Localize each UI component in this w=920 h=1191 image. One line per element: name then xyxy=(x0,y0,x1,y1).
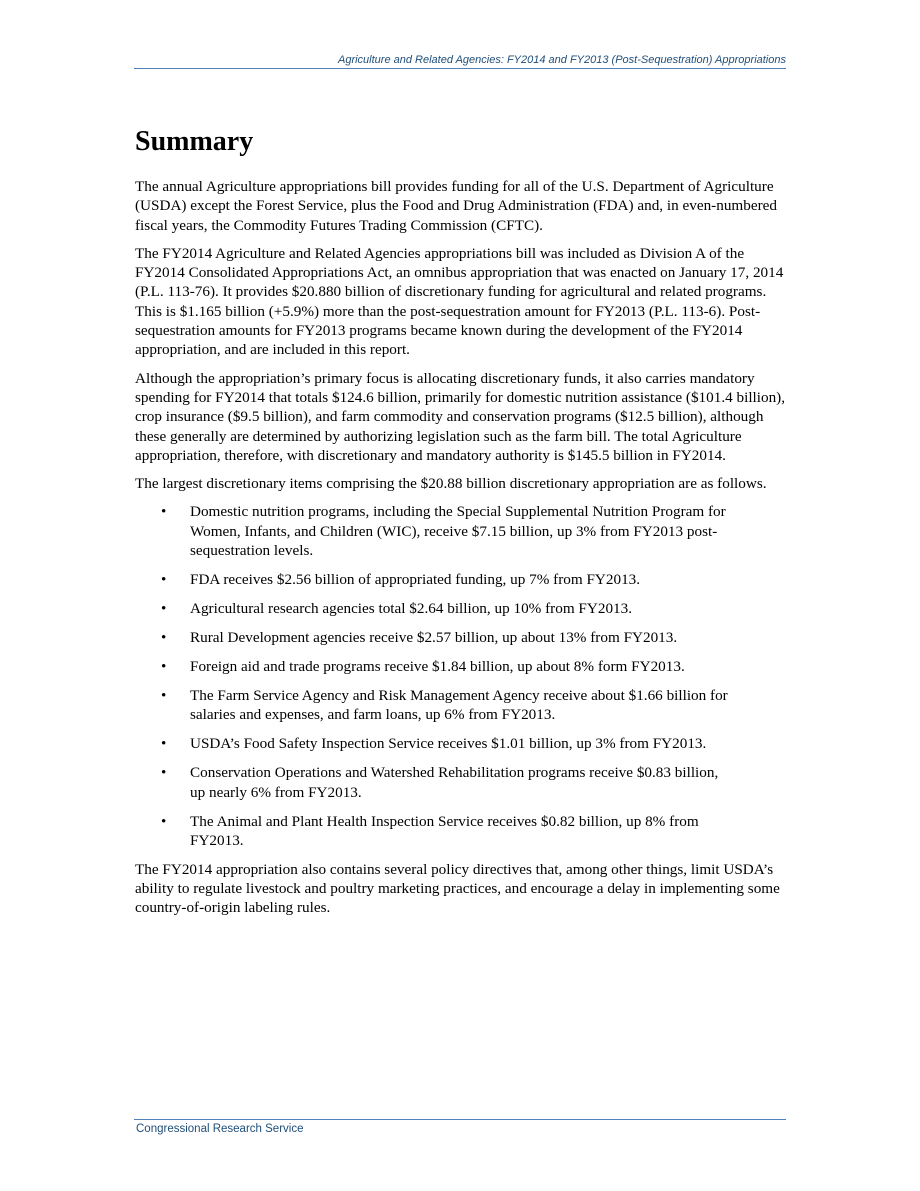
paragraph-largest-items: The largest discretionary items comprising the $20.88 billion discretionary appropriation are as follows. xyxy=(135,475,767,493)
paragraph-mandatory-spending: Although the appropriation’s primary focus is allocating discretionary funds, it also carries mandatory spending for FY2014 that totals $124.6 billion, primarily for domestic nutrition assistance ($101.4 billion), crop insurance ($9.5 billion), and farm commodity and conservation programs ($12.5 billion), although these generally are determined by authorizing legislation such as the farm bill. The total Agriculture appropriation, therefore, with discretionary and mandatory authority is $145.5 billion in FY2014. xyxy=(135,369,786,464)
list-item xyxy=(135,657,730,676)
footer-publisher: Congressional Research Service xyxy=(136,1123,304,1135)
list-item-text: Conservation Operations and Watershed Rehabilitation programs receive $0.83 billion, up nearly 6% from FY2013. xyxy=(190,764,719,801)
list-item xyxy=(135,570,730,589)
bullet-icon: • xyxy=(161,503,167,521)
section-title: Summary xyxy=(135,126,254,157)
list-item xyxy=(135,763,730,802)
bullet-icon: • xyxy=(161,812,167,830)
header-rule xyxy=(134,68,786,69)
running-header: Agriculture and Related Agencies: FY2014 and FY2013 (Post-Sequestration) Appropriations xyxy=(337,54,786,66)
list-item-text: Foreign aid and trade programs receive $1.84 billion, up about 8% form FY2013. xyxy=(190,657,685,675)
list-item xyxy=(135,599,730,618)
paragraph-intro: The annual Agriculture appropriations bill provides funding for all of the U.S. Department of Agriculture (USDA) except the Forest Service, plus the Food and Drug Administration (FDA) and, in even-numbered fiscal years, the Commodity Futures Trading Commission (CFTC). xyxy=(135,178,777,234)
list-item xyxy=(135,628,730,647)
bullet-icon: • xyxy=(161,735,167,753)
list-item xyxy=(135,734,730,753)
discretionary-items-list xyxy=(135,502,787,850)
list-item-text: Agricultural research agencies total $2.64 billion, up 10% from FY2013. xyxy=(190,600,633,618)
list-item-text: USDA’s Food Safety Inspection Service receives $1.01 billion, up 3% from FY2013. xyxy=(190,735,707,753)
paragraph-policy-directives: The FY2014 appropriation also contains several policy directives that, among other things, limit USDA’s ability to regulate livestock and poultry marketing practices, and encourage a delay in implementing some country-of-origin labeling rules. xyxy=(135,860,780,917)
list-item-text: Domestic nutrition programs, including the Special Supplemental Nutrition Program for Women, Infants, and Children (WIC), receive $7.15 billion, up 3% from FY2013 post-sequestration levels. xyxy=(190,503,726,560)
bullet-icon: • xyxy=(161,571,167,589)
summary-body xyxy=(135,177,787,927)
list-item-text: The Animal and Plant Health Inspection Service receives $0.82 billion, up 8% from FY2013. xyxy=(190,812,699,849)
bullet-icon: • xyxy=(161,764,167,782)
paragraph-fy2014-bill: The FY2014 Agriculture and Related Agencies appropriations bill was included as Division A of the FY2014 Consolidated Appropriations Act, an omnibus appropriation that was enacted on January 17, 2014 (P.L. 113-76). It provides $20.880 billion of discretionary funding for agricultural and related programs. This is $1.165 billion (+5.9%) more than the post-sequestration amount for FY2013 (P.L. 113-6). Post-sequestration amounts for FY2013 programs became known during the development of the FY2014 appropriation, and are included in this report. xyxy=(135,244,784,359)
footer-rule xyxy=(134,1119,786,1120)
list-item xyxy=(135,502,730,560)
list-item xyxy=(135,812,730,851)
list-item-text: FDA receives $2.56 billion of appropriated funding, up 7% from FY2013. xyxy=(190,571,641,589)
list-item-text: The Farm Service Agency and Risk Management Agency receive about $1.66 billion for salaries and expenses, and farm loans, up 6% from FY2013. xyxy=(190,686,728,724)
bullet-icon: • xyxy=(161,600,167,618)
bullet-icon: • xyxy=(161,629,167,646)
bullet-icon: • xyxy=(161,686,167,704)
bullet-icon: • xyxy=(161,657,167,675)
list-item xyxy=(135,686,730,725)
list-item-text: Rural Development agencies receive $2.57 billion, up about 13% from FY2013. xyxy=(190,629,678,646)
